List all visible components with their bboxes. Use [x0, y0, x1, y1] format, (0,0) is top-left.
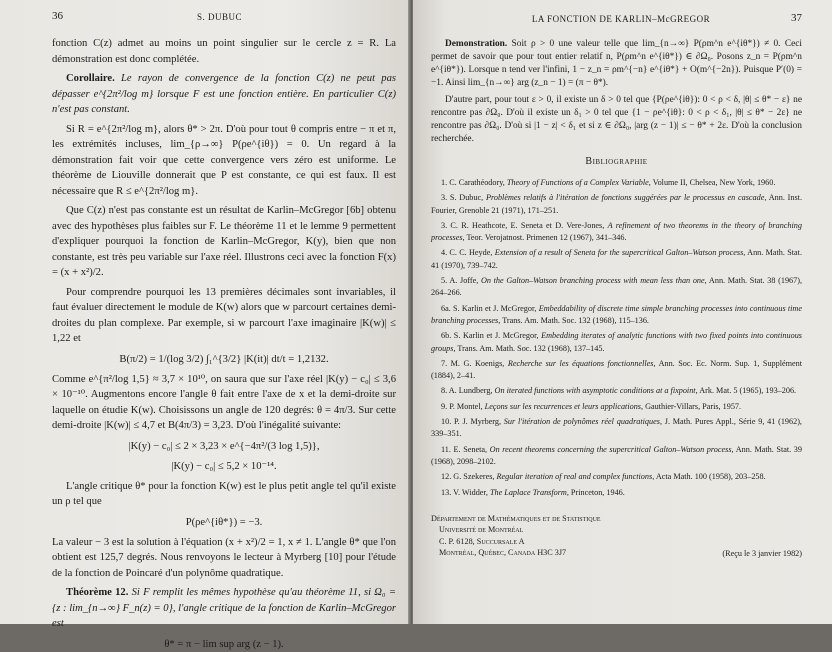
- demonstration-text: Soit ρ > 0 une valeur telle que lim_{n→∞} P(ρm^n e^{iθ*}) ≠ 0. Ceci permet de savoir que pour tout entier relatif n, P(ρm^n e^{iθ*}) ∈ ∂Ω₀. Posons z_n = P(ρm^n e^{iθ*}). Lorsque n tend ver l'infini, 1 − z_n = ρm^{−n} e^{iθ*} + O(m^{−2n}). Puisque P′(0) = −1. Ainsi lim_{n→∞} arg (z_n − 1) = (π − θ*).: [431, 39, 803, 88]
- reference-title: Regular iteration of real and complex functions: [496, 472, 653, 482]
- reference-source: , Volume II, Chelsea, New York, 1960.: [648, 178, 776, 187]
- equation-3: |K(y) − c₀| ≤ 5,2 × 10⁻¹⁴.: [171, 460, 277, 472]
- reference-authors: 11. E. Seneta,: [441, 444, 490, 454]
- reference-item: [431, 192, 802, 217]
- left-running-head: S. DUBUC: [196, 12, 242, 22]
- reference-item: [431, 330, 802, 355]
- demonstration-part-2: D'autre part, pour tout ε > 0, il existe un δ > 0 tel que {P(ρe^{iθ}): 0 < ρ < δ, |θ| ≤ θ* − ε} ne rencontre pas ∂Ω₀. D'où il existe un δ₁ > 0 tel que {1 − ρe^{iθ}: 0 < ρ < δ₁, |θ| ≤ θ* − 2ε} ne rencontre pas ∂Ω₀. D'où si |1 − z| < δ₁ et si z ∈ ∂Ω₀, |arg (z − 1)| ≤ − θ* + 2ε. D'où la conclusion recherchée.: [431, 95, 802, 144]
- bibliography-title: Bibliographie: [585, 156, 648, 167]
- reference-authors: 1. C. Carathéodory,: [441, 178, 507, 187]
- corollary: [52, 71, 396, 118]
- reference-item: [431, 471, 802, 483]
- reference-title: Extension of a result of Seneta for the supercritical Galton–Watson process: [494, 248, 744, 258]
- reference-item: [431, 220, 802, 245]
- equation-5: θ* = π − lim sup arg (z − 1).: [164, 638, 284, 650]
- reference-item: [431, 303, 802, 328]
- reference-title: Theory of Functions of a Complex Variable: [506, 178, 649, 187]
- reference-authors: 4. C. C. Heyde,: [441, 248, 495, 258]
- reference-item: [431, 275, 802, 300]
- demonstration-label: Demonstration.: [445, 39, 508, 49]
- reference-title: On the Galton–Watson branching process with mean less than one: [480, 276, 705, 286]
- paragraph-5: Comme e^{π²/log 1,5} ≈ 3,7 × 10¹⁰, on saura que sur l'axe réel |K(y) − c₀| ≤ 3,6 × 10⁻¹⁰. Augmentons encore l'angle θ fait entre l'axe de x et la demi-droite sur laquelle on étudie K(w). Choisissons un angle de 120 degrés: θ = 4π/3. Sur cette demi-droite |K(w)| ≤ 4,7 et B(4π/3) = 3,23. D'où l'inégalité suivante:: [52, 373, 396, 431]
- reference-title: Recherche sur les équations fonctionnelles: [507, 358, 654, 368]
- right-running-head: LA FONCTION DE KARLIN–McGREGOR: [531, 14, 711, 24]
- demonstration: [431, 38, 802, 90]
- left-running-header: [52, 10, 396, 22]
- reference-authors: 8. A. Lundberg,: [441, 386, 495, 396]
- reference-item: [431, 247, 802, 272]
- reference-title: Leçons sur les recurrences et leurs applications: [484, 401, 641, 411]
- left-page: [0, 0, 410, 650]
- paragraph-3: Que C(z) n'est pas constante est un résultat de Karlin–McGregor [6b] obtenu avec des hypothèses plus faibles sur F. Le théorème 11 et le lemme 9 permettent d'expliquer pourquoi la fonction de Karlin–McGregor, K(y), bien que non constante, est très peu variable sur l'axe réel. Illustrons ceci avec la fonction F(x) = (x + x²)/2.: [52, 205, 396, 278]
- paragraph-4: Pour comprendre pourquoi les 13 premières décimales sont invariables, il faut évaluer directement le module de K(w) alors que w parcourt certaines demi-droites du plan complexe. Par exemple, si w parcourt l'axe imaginaire |K(w)| ≤ 1,22 et: [52, 286, 396, 344]
- reference-authors: 5. A. Joffe,: [441, 276, 481, 286]
- paragraph-2: Si R = e^{2π²/log m}, alors θ* > 2π. D'où pour tout θ compris entre − π et π, les extrémités incluses, lim_{ρ→∞} P(ρe^{iθ}) = 0. Un regard à la démonstration fait voir que cette convergence vers zéro est uniforme. Le théorème de Liouville donnerait que P est constante, ce qui est faux. Il est nécessaire que R ≤ e^{2π²/log m}.: [52, 123, 396, 197]
- reference-source: , Ark. Mat. 5 (1965), 193–206.: [695, 386, 797, 396]
- reference-title: Problèmes relatifs à l'itération de fonctions suggérées par le processus en cascade: [485, 193, 765, 203]
- reference-source: , Gauthier-Villars, Paris, 1957.: [640, 401, 742, 411]
- reference-source: , Acta Math. 100 (1958), 203–258.: [652, 472, 766, 482]
- theorem-label: Théorème 12.: [66, 587, 129, 598]
- reference-title: On iterated functions with asymptotic conditions at a fixpoint: [494, 386, 696, 396]
- reference-authors: 10. P. J. Myrberg,: [441, 417, 504, 427]
- reference-source: , J. Math. Pures Appl., Série 9, 41 (1962), 339–351.: [431, 417, 802, 439]
- reference-title: Embedding iterates of analytic functions with two fixed points into continuous groups: [431, 331, 802, 353]
- reference-item: [431, 487, 802, 499]
- reference-source: , Teor. Verojatnost. Primenen 12 (1967), 341–346.: [462, 233, 627, 243]
- address-department: Département de Mathématiques et de Statistique: [431, 513, 601, 523]
- reference-title: The Laplace Transform: [489, 487, 567, 497]
- reference-authors: 9. P. Montel,: [441, 401, 485, 411]
- reference-title: On recent theorems concerning the supercritical Galton–Watson process: [489, 444, 732, 454]
- reference-authors: 13. V. Widder,: [441, 487, 490, 497]
- paragraph-7: La valeur − 3 est la solution à l'équation (x + x²)/2 = 1, x ≠ 1. L'angle θ* que l'on obtient est 125,7 degrés. Nous renvoyons le lecteur à Myrberg [10] pour l'étude de la fonction de Poincaré d'un polynôme quadratique.: [52, 536, 396, 579]
- left-page-number: 36: [52, 10, 63, 22]
- address-city: Montréal, Québec, Canada H3C 3J7: [439, 548, 567, 558]
- reference-source: , Ann. Math. Stat. 38 (1967), 264–266.: [431, 276, 802, 298]
- address-po-box: C. P. 6128, Succursale A: [439, 536, 525, 546]
- reference-source: , Princeton, 1946.: [566, 487, 625, 497]
- reference-authors: 3. C. R. Heathcote, E. Seneta et D. Vere-Jones,: [441, 220, 608, 230]
- equation-1: B(π/2) = 1/(log 3/2) ∫₁^{3/2} |K(it)| dt/t = 1,2132.: [119, 353, 329, 365]
- reference-authors: 12. G. Szekeres,: [441, 472, 497, 482]
- equation-2: |K(y) − c₀| ≤ 2 × 3,23 × e^{−4π²/(3 log 1,5)},: [128, 440, 320, 452]
- reference-authors: 6a. S. Karlin et J. McGregor,: [441, 303, 539, 313]
- right-page: [413, 0, 832, 624]
- address-university: Université de Montréal: [439, 525, 524, 535]
- reference-source: , Trans. Am. Math. Soc. 132 (1968), 137–145.: [453, 343, 605, 353]
- reference-item: [431, 358, 802, 383]
- reference-source: , Ann. Soc. Ec. Norm. Sup. 1, Supplément (1884), 2–41.: [431, 358, 803, 381]
- corollary-text: Le rayon de convergence de la fonction C(z) ne peut pas dépasser e^{2π²/log m} lorsque F est une fonction entière. En particulier C(z) n'est pas constant.: [52, 73, 396, 115]
- reference-source: , Trans. Am. Math. Soc. 132 (1968), 115–136.: [498, 315, 649, 325]
- reference-title: Sur l'itération de polynômes réel quadratiques: [503, 417, 660, 427]
- equation-4: P(ρe^{iθ*}) = −3.: [185, 516, 263, 528]
- reference-authors: 7. M. G. Koenigs,: [441, 358, 508, 368]
- paragraph-continuation: fonction C(z) admet au moins un point singulier sur le cercle z = R. La démonstration est donc complétée.: [52, 38, 396, 65]
- reference-source: , Ann. Math. Stat. 39 (1968), 2098–2102.: [431, 444, 802, 466]
- reference-source: , Ann. Inst. Fourier, Grenoble 21 (1971), 171–251.: [431, 193, 802, 215]
- right-running-header: [431, 12, 802, 24]
- reference-title: Embeddability of discrete time simple branching processes into continuous time branching processes: [431, 303, 802, 325]
- right-page-number: 37: [791, 12, 802, 24]
- reference-title: A refinement of two theorems in the theory of branching processes: [431, 220, 802, 243]
- reference-item: [431, 177, 802, 189]
- reference-item: [431, 416, 802, 441]
- reference-item: [431, 444, 802, 469]
- reference-item: [431, 401, 802, 413]
- theorem-text: Si F remplit les mêmes hypothèse qu'au théorème 11, si Ω₀ = {z : lim_{n→∞} F_n(z) = 0}, l'angle critique de la fonction de Karlin–McGregor est: [52, 587, 396, 629]
- reference-list: [431, 177, 802, 499]
- reference-authors: 6b. S. Karlin et J. McGregor,: [441, 331, 542, 341]
- paragraph-6: L'angle critique θ* pour la fonction K(w) est le plus petit angle tel qu'il existe un ρ tel que: [52, 480, 396, 507]
- theorem-12: [52, 585, 396, 632]
- received-date: (Reçu le 3 janvier 1982): [722, 548, 802, 558]
- reference-authors: 3. S. Dubuc,: [441, 193, 486, 203]
- corollary-label: Corollaire.: [66, 73, 115, 84]
- reference-item: [431, 385, 802, 397]
- reference-source: , Ann. Math. Stat. 41 (1970), 739–742.: [431, 248, 803, 270]
